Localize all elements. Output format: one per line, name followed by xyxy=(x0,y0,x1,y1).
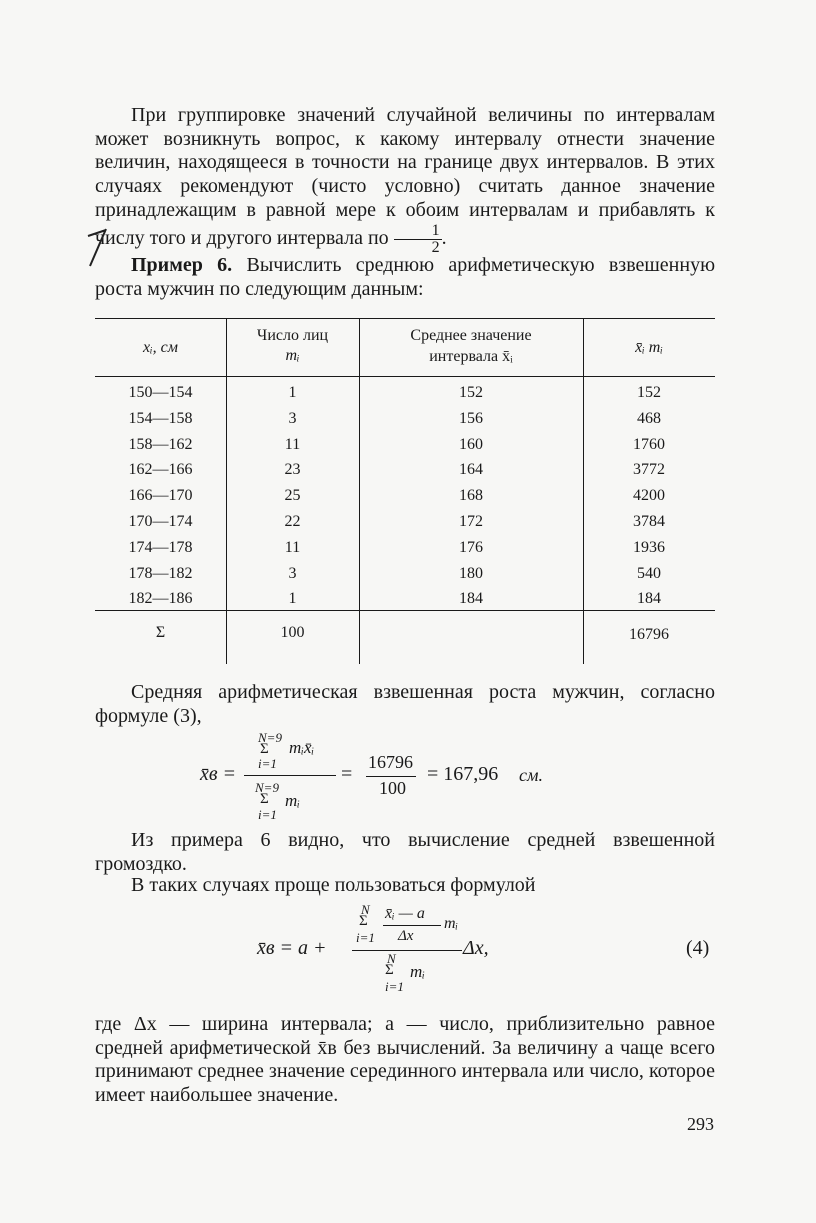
header-count-mi: mᵢ xyxy=(285,347,300,364)
paragraph-intro-text: При группировке значений случайной величины по интервалам может возникнуть вопрос, к какому интервалу отнести значение величин, находящееся в точности на границе двух интервалов. В этих случаях рекомендуют (чисто условно) считать данное значение принадлежащим в равной мере к обоим интервалам и прибавлять к числу того и другого интервала по xyxy=(95,104,715,249)
table-row xyxy=(95,384,715,410)
table-cell-count: 22 xyxy=(284,513,301,530)
formula1-value-bar xyxy=(366,776,416,777)
formula2-den-sigma: Σ xyxy=(385,962,394,978)
table-cell-count: 25 xyxy=(284,487,301,505)
table-cell-interval: 154—158 xyxy=(128,409,193,427)
example-label: Пример 6. xyxy=(131,254,233,276)
table-cell-product: 3772 xyxy=(633,461,665,479)
formula2-den-term: mᵢ xyxy=(410,962,425,981)
table-row xyxy=(95,513,715,539)
table-row xyxy=(95,565,715,591)
formula2-num-lower-limit: i=1 xyxy=(356,930,375,945)
table-cell-count: 1 xyxy=(288,384,297,401)
formula2-lhs: x̄в = a + xyxy=(257,937,327,959)
paragraph-definitions-text: где Δx — ширина интервала; a — число, приблизительно равное средней арифметической x̄в без вычислений. За величину a чаще всего принимают среднее значение серединного интервала или число, которое имеет наибольшее значение. xyxy=(95,1013,715,1107)
table-row xyxy=(95,539,715,565)
header-xi: xᵢ, см xyxy=(143,339,178,356)
formula1-num-term: mᵢx̄ᵢ xyxy=(289,738,315,757)
table-cell-count: 11 xyxy=(284,538,301,556)
table-cell-mean: 172 xyxy=(459,513,483,530)
paragraph-simpler xyxy=(95,874,715,898)
table-cell-count: 1 xyxy=(288,590,297,608)
table-row xyxy=(95,590,715,616)
formula2-fraction-bar xyxy=(352,950,462,951)
paragraph-cumbersome xyxy=(95,829,715,876)
formula1-num-lower-limit: i=1 xyxy=(258,756,277,771)
table-cell-interval: 162—166 xyxy=(128,461,193,479)
formula2-den-upper-limit: N xyxy=(387,951,396,966)
table-cell-mean: 184 xyxy=(459,590,483,608)
sum-total: 16796 xyxy=(629,626,669,643)
header-count-label: Число лиц xyxy=(256,327,329,344)
table-cell-count: 11 xyxy=(284,435,301,453)
header-mean-interval: интервала x̄ᵢ xyxy=(429,348,513,365)
formula1-value-numerator: 16796 xyxy=(368,752,413,772)
formula2-num-upper-limit: N xyxy=(361,902,370,917)
table-cell-mean: 180 xyxy=(459,564,483,582)
formula1-equals: = xyxy=(341,763,353,785)
table-cell-mean: 152 xyxy=(459,384,483,401)
fraction-denominator: 2 xyxy=(431,238,440,256)
paragraph-weighted-mean xyxy=(95,681,715,728)
paragraph-weighted-mean-text: Средняя арифметическая взвешенная роста мужчин, согласно формуле (3), xyxy=(95,681,715,727)
table-top-rule xyxy=(95,318,715,319)
formula1-fraction-bar xyxy=(244,775,336,776)
table-cell-interval: 166—170 xyxy=(128,487,193,505)
formula1-value-denominator: 100 xyxy=(379,778,406,798)
paragraph-intro xyxy=(95,104,715,256)
example-paragraph xyxy=(95,254,715,301)
formula2-inner-numerator: x̄ᵢ — a xyxy=(385,905,425,922)
table-cell-interval: 178—182 xyxy=(128,564,193,582)
formula2-equation-number: (4) xyxy=(686,937,710,959)
example-text: Вычислить среднюю арифметическую взвешенную роста мужчин по следующим данным: xyxy=(95,254,716,300)
formula1-num-sigma: Σ xyxy=(260,741,269,757)
formula2-inner-denominator: Δx xyxy=(398,928,414,944)
formula1-result: = 167,96 xyxy=(427,763,499,785)
table-cell-product: 540 xyxy=(637,564,661,582)
formula1-den-term: mᵢ xyxy=(285,791,300,810)
page-number: 293 xyxy=(687,1114,714,1134)
formula1-den-lower-limit: i=1 xyxy=(258,807,277,822)
table-cell-product: 1760 xyxy=(633,435,665,453)
table-cell-product: 468 xyxy=(637,409,661,427)
table-cell-mean: 168 xyxy=(459,487,483,505)
fraction-numerator: 1 xyxy=(394,223,442,240)
paragraph-cumbersome-text: Из примера 6 видно, что вычисление средней взвешенной громоздко. xyxy=(95,829,715,875)
formula1-num-upper-limit: N=9 xyxy=(258,730,282,745)
sum-symbol: Σ xyxy=(155,624,166,641)
table-cell-interval: 158—162 xyxy=(128,435,193,453)
paragraph-definitions xyxy=(95,1013,715,1108)
table-cell-mean: 176 xyxy=(459,538,483,556)
paragraph-intro-end: . xyxy=(441,226,447,249)
table-cell-mean: 164 xyxy=(459,461,483,479)
sum-count: 100 xyxy=(280,624,305,641)
table-row xyxy=(95,410,715,436)
table-cell-product: 152 xyxy=(637,384,661,401)
table-cell-product: 1936 xyxy=(633,538,665,556)
table-cell-count: 23 xyxy=(284,461,301,479)
table-cell-mean: 156 xyxy=(459,409,483,427)
header-mean-label: Среднее значение xyxy=(410,327,532,344)
table-cell-interval: 174—178 xyxy=(128,538,193,556)
formula2-tail: Δx, xyxy=(463,937,489,959)
table-cell-count: 3 xyxy=(288,409,297,427)
table-cell-interval: 150—154 xyxy=(128,384,193,401)
table-cell-count: 3 xyxy=(288,564,297,582)
formula2-den-lower-limit: i=1 xyxy=(385,979,404,994)
table-row xyxy=(95,436,715,462)
table-row xyxy=(95,461,715,487)
table-cell-product: 184 xyxy=(637,590,661,608)
formula1-unit: см. xyxy=(519,765,543,785)
table-cell-product: 3784 xyxy=(633,513,665,530)
header-product: x̄ᵢ mᵢ xyxy=(635,339,663,356)
formula1-den-sigma: Σ xyxy=(260,791,269,807)
one-half-fraction xyxy=(394,223,442,256)
table-cell-mean: 160 xyxy=(459,435,483,453)
table-cell-interval: 170—174 xyxy=(128,513,193,530)
formula2-inner-weight: mᵢ xyxy=(444,915,459,932)
table-cell-product: 4200 xyxy=(633,487,665,505)
table-header-rule xyxy=(95,376,715,377)
table-row xyxy=(95,487,715,513)
paragraph-simpler-text: В таких случаях проще пользоваться формулой xyxy=(131,874,536,896)
formula1-den-upper-limit: N=9 xyxy=(255,780,279,795)
table-cell-interval: 182—186 xyxy=(128,590,193,608)
formula2-inner-bar xyxy=(383,925,441,926)
formula2-num-sigma: Σ xyxy=(359,913,368,929)
height-data-table xyxy=(95,318,715,670)
formula1-lhs: x̄в = xyxy=(200,763,237,785)
